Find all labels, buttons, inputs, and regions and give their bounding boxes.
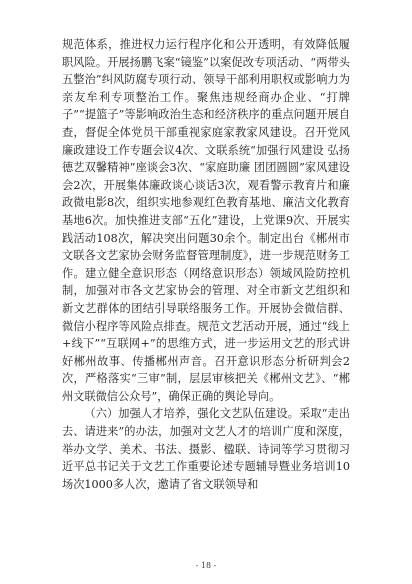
body-paragraph-1: 规范体系，推进权力运行程序化和公开透明，有效降低履职风险。开展扬鹏飞案“镜鉴”以案促改专项活动、“两带头五整治”纠风防腐专项行动、领导干部利用职权或影响力为亲友牟利专项整治工作。聚焦违规经商办企业、“打牌子”“提篮子”等影响政治生态和经济秩序的重点问题开展自查，督促全体党员干部重视家庭家教家风建设。召开党风廉政建设工作专题会议4次、文联系统“加强行风建设 弘扬德艺双馨精神”座谈会3次、“家庭助廉 团团圆圆”家风建设会2次，开展集体廉政谈心谈话3次，观看警示教育片和廉政微电影8次，组织实地参观红色教育基地、廉洁文化教育基地6次。加快推进支部“五化”建设，上党课9次、开展实践活动108次，解决突出问题30余个。制定出台《郴州市文联各文艺家协会财务监督管理制度》，进一步规范财务工作。建立健全意识形态（网络意识形态）领域风险防控机制，加强对市各文艺家协会的管理、对全市新文艺组织和新文艺群体的团结引导联络服务工作。开展协会微信群、微信小程序等风险点排查。规范文艺活动开展，通过“线上+线下”“互联网+”的思维方式，进一步运用文艺的形式讲好郴州故事、传播郴州声音。召开意识形态分析研判会2次，严格落实“三审”制，层层审核把关《郴州文艺》、“郴州文联微信公众号”，确保正确的舆论导向。 <box>62 38 350 403</box>
body-paragraph-2: （六）加强人才培养，强化文艺队伍建设。采取“走出去、请进来”的办法，加强对文艺人才的培训广度和深度，举办文学、美术、书法、摄影、楹联、诗词等学习贯彻习近平总书记关于文艺工作重要论述专题辅导暨业务培训10场次1000多人次，邀请了省文联领导和 <box>62 407 350 491</box>
page-number: - 18 - <box>195 561 217 570</box>
